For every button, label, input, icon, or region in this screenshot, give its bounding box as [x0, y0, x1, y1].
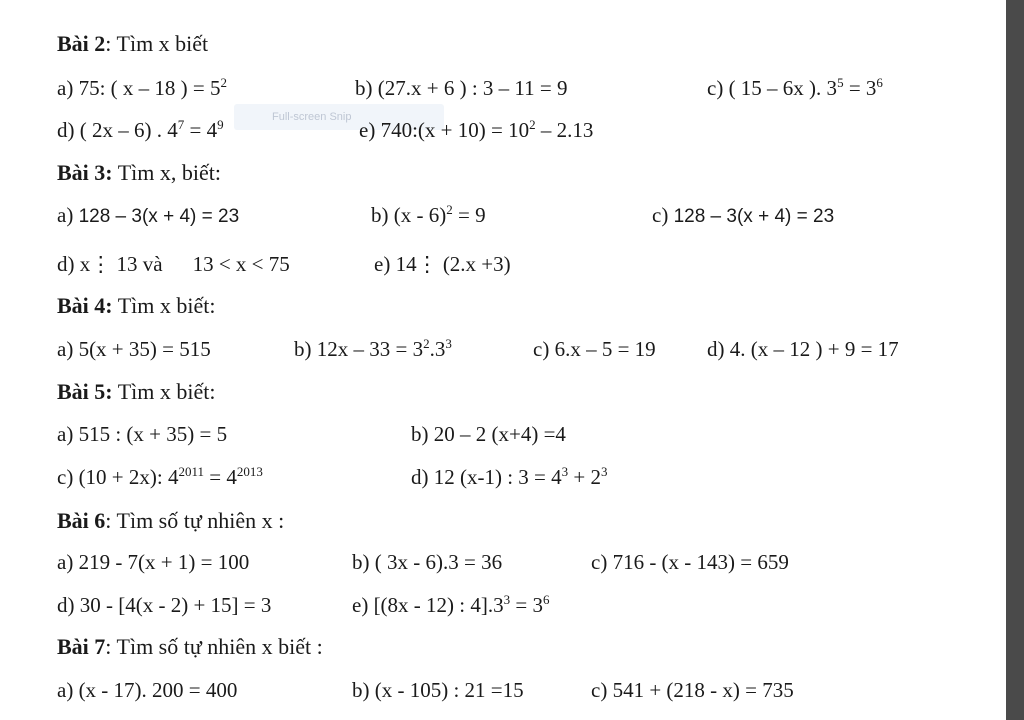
exercise-5d: d) 12 (x-1) : $3 = 4^3 + 2^3$: [411, 464, 608, 489]
exercise-6-heading: Bài 6: Tìm số tự nhiên x :: [57, 508, 285, 533]
viewer-scrollbar-edge[interactable]: [1006, 0, 1024, 720]
exercise-3-heading: Bài 3: Tìm x, biết:: [57, 160, 221, 185]
exercise-7a: a) (x - 17). 200 = 400: [57, 678, 238, 702]
exercise-4d: d) 4. (x – 12 ) + 9 = 17: [707, 337, 899, 361]
exercise-6d: d) 30 - [4(x - 2) + 15] = 3: [57, 593, 272, 617]
exercise-2e: e) 740:(x + $10) = 10^2 - 2.13$: [359, 117, 594, 142]
exercise-2-heading: Bài 2: Tìm x biết: [57, 31, 209, 56]
exercise-4b: b) $12x - 33 = 3^2.3^3$: [294, 336, 452, 361]
exercise-5b: b) 20 – 2 (x+4) =4: [411, 422, 566, 446]
exercise-2a: a) 75: ( x – 18 ) = $5^2$: [57, 75, 227, 100]
exercise-5c: c) (10 + 2x): $4^{2011} = 4^{2013}$: [57, 464, 263, 489]
exercise-6a: a) 219 - 7(x + 1) = 100: [57, 550, 250, 574]
exercise-2c: c) ( 15 – 6x ). $3^5 = 3^6$: [707, 75, 883, 100]
exercise-2b: b) (27.x + 6 ) : 3 – 11 = 9: [355, 76, 568, 100]
exercise-4-heading: Bài 4: Tìm x biết:: [57, 293, 216, 318]
exercise-2d: d) ( 2x – 6) . $4^7 = 4^9$: [57, 117, 224, 142]
watermark-text: Full-screen Snip: [272, 111, 352, 123]
exercise-6e: e) [(8x - 12) : $4].3^3 = 3^6$: [352, 592, 550, 617]
exercise-6c: c) 716 - (x - 143) = 659: [591, 550, 789, 574]
exercise-4c: c) 6.x – 5 = 19: [533, 337, 656, 361]
exercise-3a: a) 128 – 3(x + 4) = 23: [57, 203, 240, 227]
exercise-7-heading: Bài 7: Tìm số tự nhiên x biết :: [57, 634, 323, 659]
exercise-3b: b) (x - 6)$^2$ = 9: [371, 202, 486, 227]
exercise-7b: b) (x - 105) : 21 =15: [352, 678, 524, 702]
exercise-3d: d) x⋮ 13 và 13 < x < 75: [57, 252, 290, 276]
exercise-3e: e) 14⋮ (2.x +3): [374, 252, 511, 276]
exercise-6b: b) ( 3x - 6).3 = 36: [352, 550, 503, 574]
exercise-4a: a) 5(x + 35) = 515: [57, 337, 211, 361]
exercise-3c: c) 128 – 3(x + 4) = 23: [652, 203, 835, 227]
exercise-5a: a) 515 : (x + 35) = 5: [57, 422, 228, 446]
exercise-7c: c) 541 + (218 - x) = 735: [591, 678, 794, 702]
exercise-5-heading: Bài 5: Tìm x biết:: [57, 379, 216, 404]
